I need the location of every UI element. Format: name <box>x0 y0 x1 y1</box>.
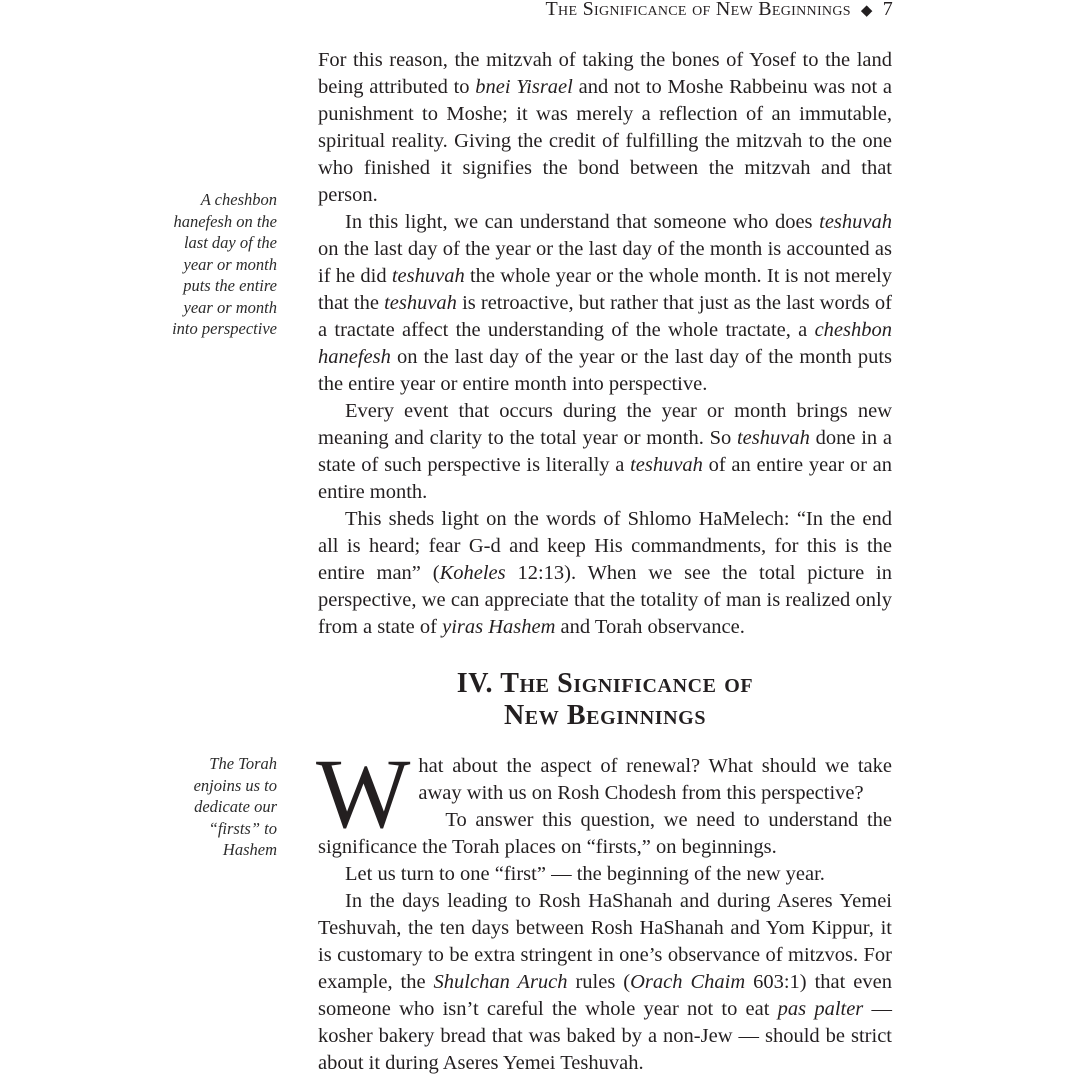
page-number: 7 <box>882 0 893 20</box>
sidenote-cheshbon: A cheshbon hanefesh on the last day of the year or month puts the entire year or month into perspective <box>172 190 277 338</box>
section-heading-line-1: IV. The Significance of <box>456 668 754 699</box>
paragraph-3: Every event that occurs during the year or month brings new meaning and clarity to the total year or month. So teshuvah done in a state of such perspective is literally a teshuvah of an entire year or an entire month. <box>318 400 892 503</box>
running-head-title: The Significance of New Beginnings <box>545 0 851 20</box>
paragraph-5: What about the aspect of renewal? What should we take away with us on Rosh Chodesh from this perspective? <box>316 738 892 849</box>
paragraph-8: In the days leading to Rosh HaShanah and during Aseres Yemei Teshuvah, the ten days between Rosh HaShanah and Yom Kippur, it is customary to be extra stringent in one’s observance of mitzvos. For example, the Shulchan Aruch rules (Orach Chaim 603:1) that even someone who isn’t careful the whole year not to eat pas palter — kosher bakery bread that was baked by a non-Jew — should be strict about it during Aseres Yemei Teshuvah. <box>318 890 892 1074</box>
body-text-top <box>318 47 892 641</box>
drop-cap: W <box>316 738 411 849</box>
paragraph-1: For this reason, the mitzvah of taking the bones of Yosef to the land being attributed to bnei Yisrael and not to Moshe Rabbeinu was not a punishment to Moshe; it was merely a reflection of an immutable, spiritual reality. Giving the credit of fulfilling the mitzvah to the one who finished it signifies the bond between the mitzvah and that person. <box>318 49 893 206</box>
paragraph-4: This sheds light on the words of Shlomo HaMelech: “In the end all is heard; fear G-d and keep His commandments, for this is the entire man” (Koheles 12:13). When we see the total picture in perspective, we can appreciate that the totality of man is realized only from a state of yiras Hashem and Torah observance. <box>318 508 892 638</box>
section-heading-line-2: New Beginnings <box>503 700 707 731</box>
section-heading <box>318 668 892 732</box>
sidenote-firsts: The Torah enjoins us to dedicate our “firsts” to Hashem <box>193 754 277 859</box>
paragraph-7: Let us turn to one “first” — the beginning of the new year. <box>345 863 825 885</box>
paragraph-6: To answer this question, we need to understand the significance the Torah places on “firsts,” on beginnings. <box>318 809 892 858</box>
running-head <box>546 0 893 21</box>
running-head-separator: ◆ <box>860 3 873 19</box>
paragraph-2: In this light, we can understand that someone who does teshuvah on the last day of the year or the last day of the month is accounted as if he did teshuvah the whole year or the whole month. It is not merely that the teshuvah is retroactive, but rather that just as the last words of a tractate affect the understanding of the whole tractate, a cheshbon hanefesh on the last day of the year or the last day of the month puts the entire year or entire month into perspective. <box>318 211 892 395</box>
body-text-bottom <box>316 738 892 1077</box>
section-number: IV. <box>456 668 494 699</box>
